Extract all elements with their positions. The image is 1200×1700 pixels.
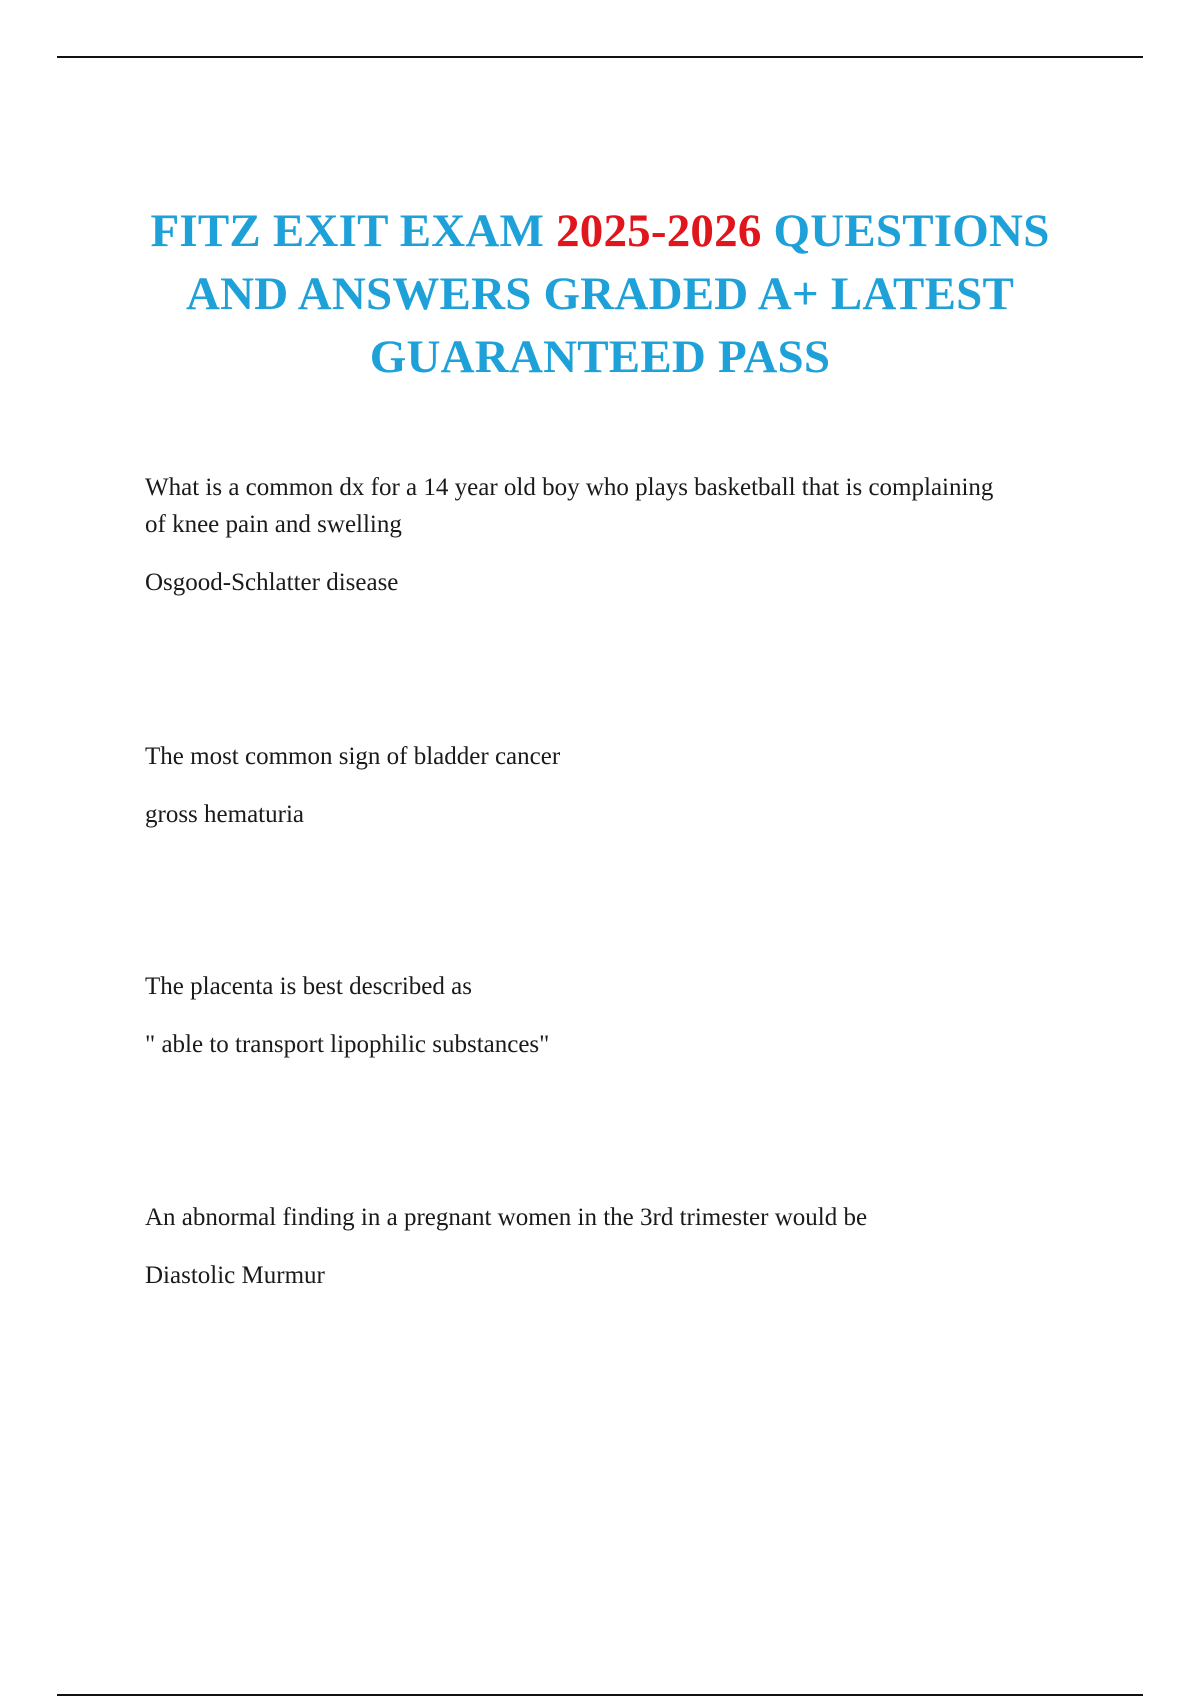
title-part-1: FITZ EXIT EXAM [150, 205, 557, 257]
qa-item [145, 968, 1005, 1063]
question-text: What is a common dx for a 14 year old boy who plays basketball that is complaining of knee pain and swelling [145, 474, 994, 538]
question-text: The placenta is best described as [145, 973, 472, 1000]
question-text: An abnormal finding in a pregnant women in the 3rd trimester would be [145, 1204, 868, 1231]
answer-text: " able to transport lipophilic substances" [145, 1031, 550, 1058]
answer-text: gross hematuria [145, 801, 304, 828]
qa-item [145, 469, 1005, 601]
document-title [100, 200, 1100, 389]
answer-text: Osgood-Schlatter disease [145, 569, 399, 596]
title-year: 2025-2026 [556, 205, 762, 257]
qa-item [145, 738, 1005, 833]
title-part-2: QUESTIONS AND ANSWERS GRADED A+ LATEST GUARANTEED PASS [185, 205, 1050, 383]
footer-rule [57, 1694, 1143, 1696]
answer-text: Diastolic Murmur [145, 1262, 325, 1289]
header-rule [57, 56, 1143, 58]
question-text: The most common sign of bladder cancer [145, 743, 561, 770]
qa-item [145, 1199, 1005, 1294]
